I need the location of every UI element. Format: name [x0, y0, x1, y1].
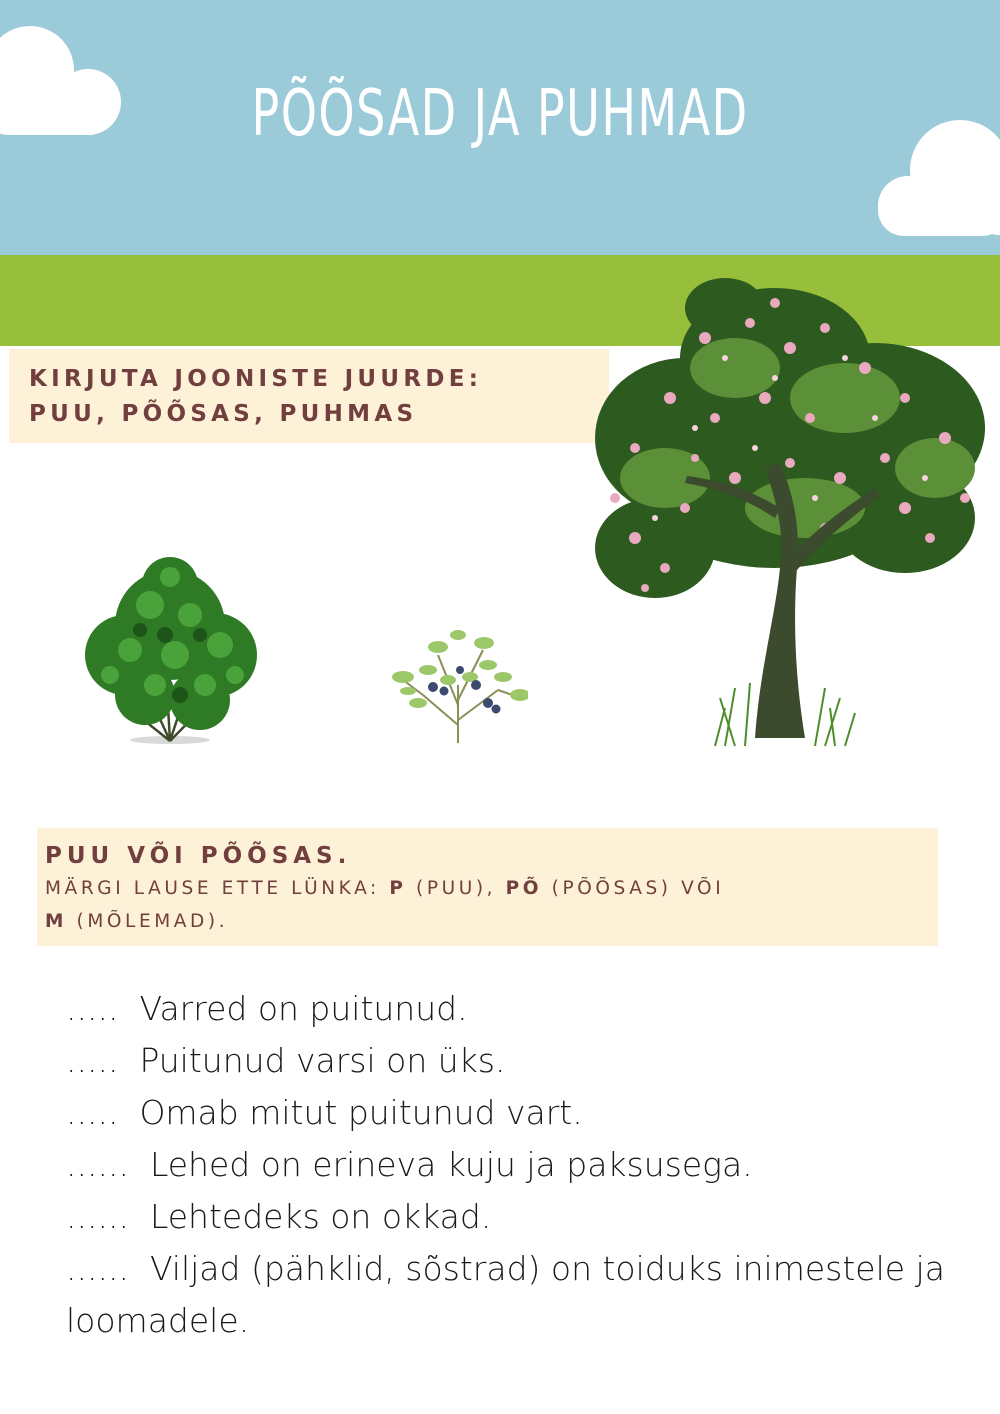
task1-line1: KIRJUTA JOONISTE JUURDE:	[29, 366, 483, 392]
sentence-6	[66, 1249, 945, 1288]
option-m: M	[45, 911, 68, 932]
sentence-text: Varred on puitunud.	[139, 989, 468, 1028]
task2-instruction-line2	[45, 911, 228, 932]
answer-blank[interactable]: ......	[66, 1145, 129, 1184]
sky-banner	[0, 0, 1000, 255]
sentence-text: Viljad (pähklid, sõstrad) on toiduks inimestele ja	[149, 1249, 945, 1288]
blossoming-tree-image	[575, 268, 1000, 750]
sentence-3	[66, 1093, 583, 1132]
task1-line2: PUU, PÕÕSAS, PUHMAS	[29, 401, 418, 427]
answer-blank[interactable]: .....	[66, 1041, 119, 1080]
sentence-6-continuation	[66, 1301, 250, 1340]
option-po: PÕ	[505, 878, 543, 899]
answer-blank[interactable]: ......	[66, 1249, 129, 1288]
sentence-text: Omab mitut puitunud vart.	[139, 1093, 583, 1132]
sentence-text: Puitunud varsi on üks.	[139, 1041, 506, 1080]
instr-part-c: (PÕÕSAS) VÕI	[542, 878, 725, 899]
sentence-text: Lehed on erineva kuju ja paksusega.	[149, 1145, 753, 1184]
answer-blank[interactable]: .....	[66, 989, 119, 1028]
task1-box	[9, 349, 609, 443]
answer-blank[interactable]: .....	[66, 1093, 119, 1132]
task2-heading: PUU VÕI PÕÕSAS.	[45, 843, 352, 869]
instr-part-b: (PUU),	[406, 878, 506, 899]
sentence-5	[66, 1197, 492, 1236]
sentence-text: Lehtedeks on okkad.	[149, 1197, 492, 1236]
page-title: PÕÕSAD JA PUHMAD	[251, 77, 749, 151]
sentence-4	[66, 1145, 753, 1184]
answer-blank[interactable]: ......	[66, 1197, 129, 1236]
sentence-2	[66, 1041, 506, 1080]
task2-box	[37, 828, 938, 946]
blueberry-plant-image	[388, 625, 528, 747]
task2-instruction-line1	[45, 878, 724, 899]
bush-image	[70, 555, 270, 745]
instr-part-d: (MÕLEMAD).	[67, 911, 229, 932]
sentence-text: loomadele.	[66, 1301, 250, 1340]
instr-part-a: MÄRGI LAUSE ETTE LÜNKA:	[45, 878, 390, 899]
sentence-1	[66, 989, 468, 1028]
option-p: P	[389, 878, 407, 899]
